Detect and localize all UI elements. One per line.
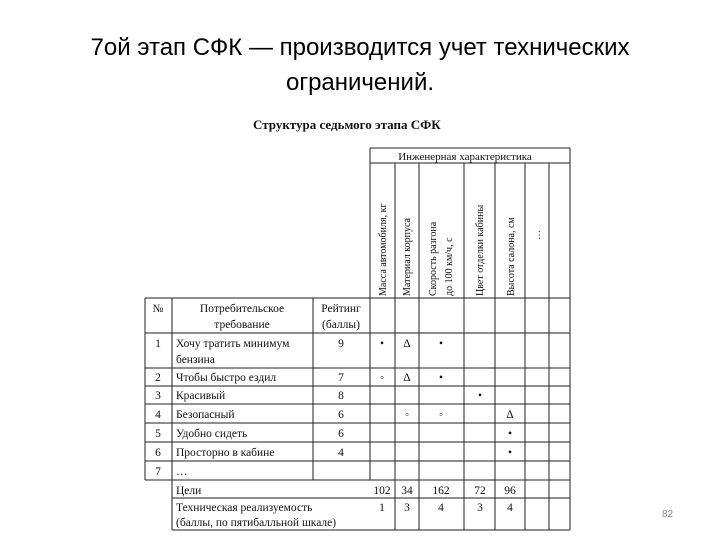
row-num: 3 xyxy=(155,390,161,402)
row-rating: 6 xyxy=(338,409,344,421)
goal-value: 34 xyxy=(401,485,413,497)
row-requirement: Безопасный xyxy=(176,409,235,421)
row-rating: 7 xyxy=(338,372,344,384)
row-requirement: Чтобы быстро ездил xyxy=(176,372,277,384)
feasibility-label-cont: (баллы, по пятибалльной шкале) xyxy=(176,517,337,529)
goal-value: 72 xyxy=(474,485,486,497)
row-num: 1 xyxy=(155,338,161,350)
row-num: 7 xyxy=(155,466,161,478)
row-rating: 8 xyxy=(338,390,344,402)
feasibility-value: 1 xyxy=(379,502,385,514)
row-requirement: Удобно сидеть xyxy=(176,428,248,440)
row-num: 4 xyxy=(155,409,161,421)
feasibility-value: 3 xyxy=(477,502,483,514)
goal-value: 162 xyxy=(432,485,450,497)
cell-mark: • xyxy=(477,390,483,402)
cell-mark: • xyxy=(507,428,513,440)
row-requirement: Хочу тратить минимум xyxy=(176,338,290,350)
char-label-cabin-color: Цвет отделки кабины xyxy=(475,204,486,296)
row-num: 6 xyxy=(155,447,161,459)
cell-mark: ◦ xyxy=(379,372,385,384)
feasibility-value: 4 xyxy=(438,502,444,514)
row-requirement: Просторно в кабине xyxy=(176,447,275,459)
char-label-mass: Масса автомобиля, кг xyxy=(378,203,389,296)
table-title: Структура седьмого этапа СФК xyxy=(253,117,441,132)
cell-mark: ◦ xyxy=(404,409,410,421)
row-requirement: … xyxy=(176,466,188,478)
row-requirement: Красивый xyxy=(176,390,226,402)
char-label-cabin-height: Высота салона, см xyxy=(506,217,517,296)
feasibility-label: Техническая реализуемость xyxy=(176,502,313,514)
goal-value: 96 xyxy=(504,485,516,497)
row-rating: 6 xyxy=(338,428,344,440)
char-label-body-material: Материал корпуса xyxy=(402,218,413,296)
rating-header-line1: Рейтинг xyxy=(321,303,361,315)
cell-mark: • xyxy=(507,447,513,459)
row-num: 5 xyxy=(155,428,161,440)
slide-title: 7ой этап СФК — производится учет технических ограничений. xyxy=(90,34,630,96)
char-label-more: … xyxy=(532,230,543,240)
cell-mark: • xyxy=(438,372,444,384)
requirement-header-line1: Потребительское xyxy=(199,303,285,315)
page-number: 82 xyxy=(662,509,674,520)
feasibility-value: 3 xyxy=(404,502,410,514)
char-label-acceleration: Скорость разгона xyxy=(428,221,439,296)
row-rating: 9 xyxy=(338,338,344,350)
char-label-acceleration-unit: до 100 км/ч, с xyxy=(444,237,455,296)
cell-mark: Δ xyxy=(403,338,411,350)
goal-value: 102 xyxy=(373,485,391,497)
goals-label: Цели xyxy=(176,485,202,497)
feasibility-value: 4 xyxy=(507,502,513,514)
row-rating: 4 xyxy=(338,447,344,459)
cell-mark: • xyxy=(379,338,385,350)
requirement-header-line2: требование xyxy=(214,319,270,331)
cell-mark: Δ xyxy=(403,372,411,384)
row-requirement-cont: бензина xyxy=(176,354,215,366)
engineering-header: Инженерная характеристика xyxy=(398,151,532,163)
cell-mark: Δ xyxy=(506,409,514,421)
cell-mark: ◦ xyxy=(438,409,444,421)
cell-mark: • xyxy=(438,338,444,350)
rating-header-line2: (баллы) xyxy=(322,319,360,331)
num-header: № xyxy=(152,303,164,315)
row-num: 2 xyxy=(155,372,161,384)
